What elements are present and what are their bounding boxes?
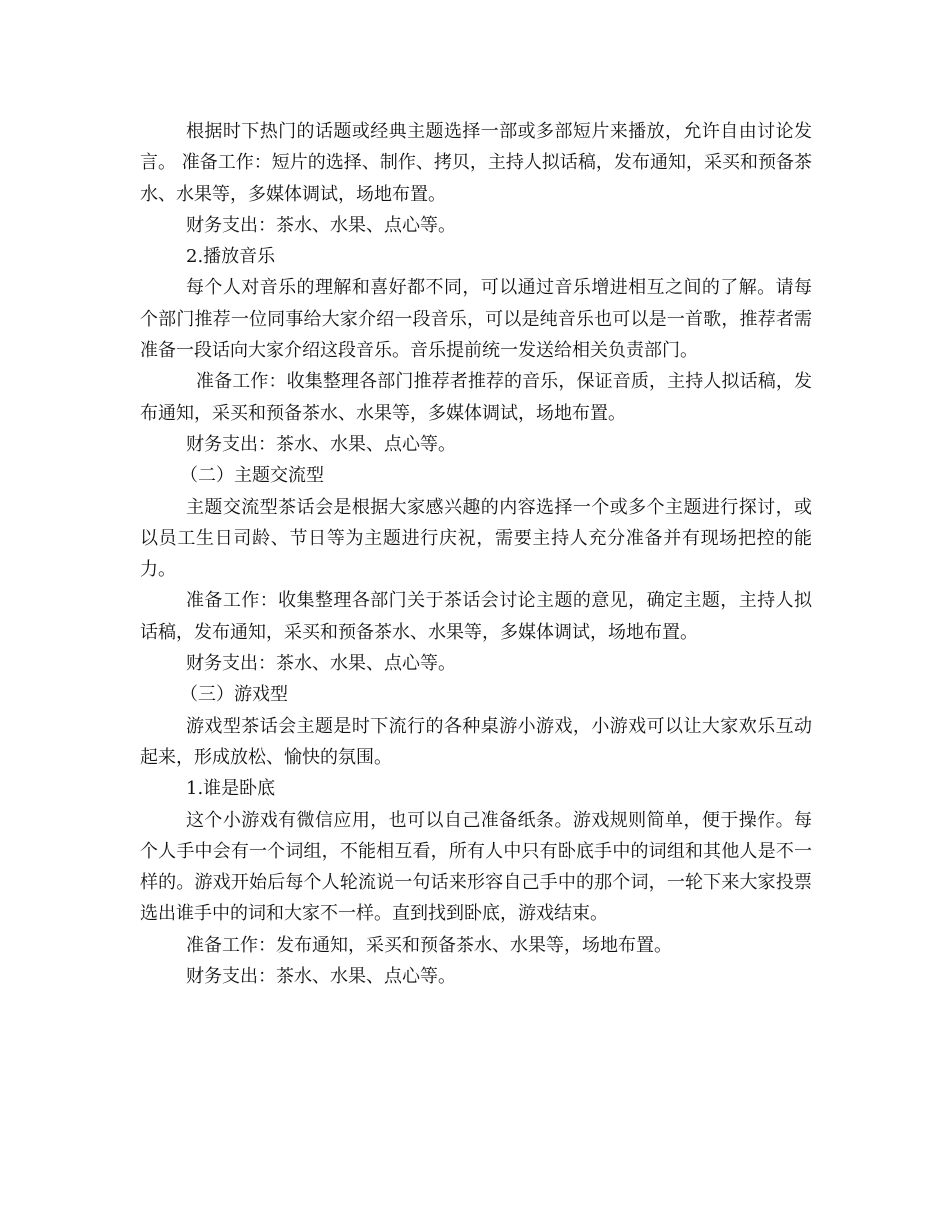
paragraph-theme: 主题交流型茶话会是根据大家感兴趣的内容选择一个或多个主题进行探讨，或以员工生日司龄、节日等为主题进行庆祝，需要主持人充分准备并有现场把控的能力。 <box>140 496 812 581</box>
subheading-music: 2.播放音乐 <box>186 246 276 268</box>
paragraph-music: 每个人对音乐的理解和喜好都不同，可以通过音乐增进相互之间的了解。请每个部门推荐一位同事给大家介绍一段音乐，可以是纯音乐也可以是一首歌，推荐者需准备一段话向大家介绍这段音乐。音乐提前统一发送给相关负责部门。 <box>140 277 812 362</box>
finance-line: 财务支出：茶水、水果、点心等。 <box>186 214 456 236</box>
paragraph-intro: 根据时下热门的话题或经典主题选择一部或多部短片来播放，允许自由讨论发言。 准备工作：短片的选择、制作、拷贝，主持人拟话稿，发布通知，采买和预备茶水、水果等，多媒体调试，场地布置。 <box>140 121 812 205</box>
section-heading-game: （三）游戏型 <box>180 684 288 706</box>
paragraph-undercover: 这个小游戏有微信应用，也可以自己准备纸条。游戏规则简单，便于操作。每个人手中会有一个词组，不能相互看，所有人中只有卧底手中的词组和其他人是不一样的。游戏开始后每个人轮流说一句话来形容自己手中的那个词，一轮下来大家投票选出谁手中的词和大家不一样。直到找到卧底，游戏结束。 <box>140 809 812 925</box>
document-page <box>140 116 812 992</box>
finance-line: 财务支出：茶水、水果、点心等。 <box>186 653 456 675</box>
finance-line: 财务支出：茶水、水果、点心等。 <box>186 966 456 988</box>
section-heading-theme: （二）主题交流型 <box>180 465 324 487</box>
prep-theme: 准备工作：收集整理各部门关于茶话会讨论主题的意见，确定主题，主持人拟话稿，发布通知，采买和预备茶水、水果等，多媒体调试，场地布置。 <box>140 590 812 643</box>
finance-line: 财务支出：茶水、水果、点心等。 <box>186 433 456 455</box>
prep-music: 准备工作：收集整理各部门推荐者推荐的音乐，保证音质，主持人拟话稿，发布通知，采买和预备茶水、水果等，多媒体调试，场地布置。 <box>140 371 812 424</box>
paragraph-game: 游戏型茶话会主题是时下流行的各种桌游小游戏，小游戏可以让大家欢乐互动起来，形成放松、愉快的氛围。 <box>140 715 812 768</box>
subheading-undercover: 1.谁是卧底 <box>186 778 276 800</box>
prep-game: 准备工作：发布通知，采买和预备茶水、水果等，场地布置。 <box>186 934 672 956</box>
